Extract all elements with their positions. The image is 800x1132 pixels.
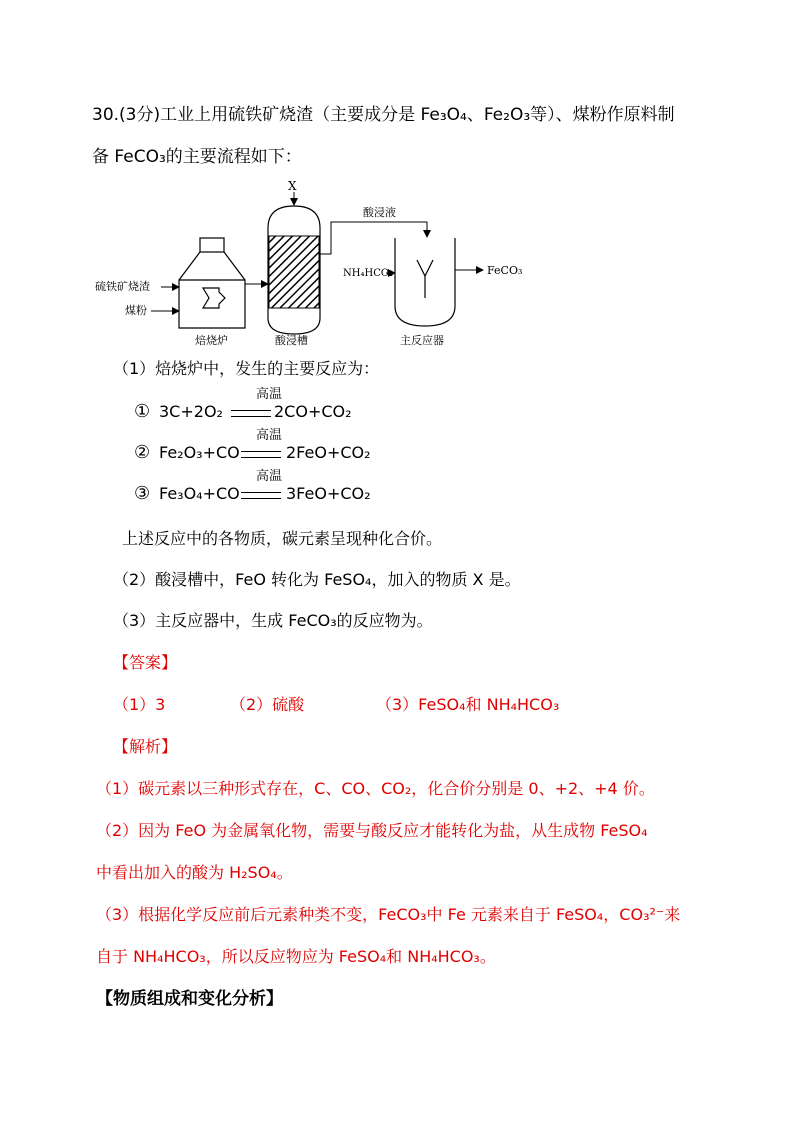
reaction-reactants: 3C+2O₂ [159, 402, 223, 421]
acid-leach-tank [268, 206, 320, 334]
reactor-label: 主反应器 [400, 334, 444, 347]
product-label: FeCO₃ [487, 264, 523, 277]
part3-question: （3）主反应器中，生成 FeCO₃的反应物为。 [113, 611, 433, 630]
reagent-x-label: X [288, 179, 297, 193]
question-intro-line1: 30.(3分)工业上用硫铁矿烧渣（主要成分是 Fe₃O₄、Fe₂O₃等）、煤粉作原料制 [92, 105, 675, 125]
reaction-reactants: Fe₃O₄+CO [159, 484, 240, 503]
equals-sign [241, 451, 281, 458]
reaction-condition: 高温 [256, 428, 283, 443]
reaction-number: ② [134, 442, 151, 463]
acid-liquid-label: 酸浸液 [363, 206, 396, 219]
analysis-line-3: 中看出加入的酸为 H₂SO₄。 [96, 863, 293, 882]
reaction-number: ① [134, 401, 151, 422]
part2-question: （2）酸浸槽中，FeO 转化为 FeSO₄，加入的物质 X 是。 [113, 570, 521, 589]
input-coal-label: 煤粉 [125, 304, 147, 317]
furnace-label: 焙烧炉 [195, 334, 228, 347]
part1-heading: （1）焙烧炉中，发生的主要反应为： [113, 359, 380, 378]
answer-1: （1）3 [113, 695, 166, 714]
input-ore-label: 硫铁矿烧渣 [95, 280, 150, 293]
analysis-line-5: 自于 NH₄HCO₃，所以反应物应为 FeSO₄和 NH₄HCO₃。 [96, 947, 496, 966]
equals-sign [231, 410, 271, 417]
section-heading: 【物质组成和变化分析】 [96, 989, 283, 1009]
analysis-line-2: （2）因为 FeO 为金属氧化物，需要与酸反应才能转化为盐，从生成物 FeSO₄ [96, 821, 648, 840]
reaction-products: 3FeO+CO₂ [286, 484, 371, 503]
reaction-reactants: Fe₂O₃+CO [159, 443, 240, 462]
reaction-condition: 高温 [256, 387, 283, 402]
analysis-line-4: （3）根据化学反应前后元素种类不变，FeCO₃中 Fe 元素来自于 FeSO₄，CO₃²⁻来 [96, 905, 681, 924]
analysis-heading: 【解析】 [113, 737, 178, 756]
analysis-line-1: （1）碳元素以三种形式存在，C、CO、CO₂，化合价分别是 0、+2、+4 价。 [96, 779, 655, 798]
main-reactor [395, 238, 455, 326]
roasting-furnace [179, 238, 245, 328]
reaction-products: 2CO+CO₂ [274, 402, 352, 421]
answer-2: （2）硫酸 [230, 695, 305, 714]
equals-sign [241, 492, 281, 499]
reagent-nh4hco3-label: NH₄HCO₃ [343, 268, 394, 279]
reaction-products: 2FeO+CO₂ [286, 443, 371, 462]
question-intro-line2: 备 FeCO₃的主要流程如下： [92, 147, 302, 167]
part1-question: 上述反应中的各物质，碳元素呈现种化合价。 [122, 529, 443, 548]
reaction-number: ③ [134, 483, 151, 504]
answer-3: （3）FeSO₄和 NH₄HCO₃ [376, 695, 560, 714]
reaction-condition: 高温 [256, 469, 283, 484]
process-flow-diagram [95, 178, 535, 350]
answer-heading: 【答案】 [113, 653, 178, 672]
tank-label: 酸浸槽 [275, 334, 308, 347]
